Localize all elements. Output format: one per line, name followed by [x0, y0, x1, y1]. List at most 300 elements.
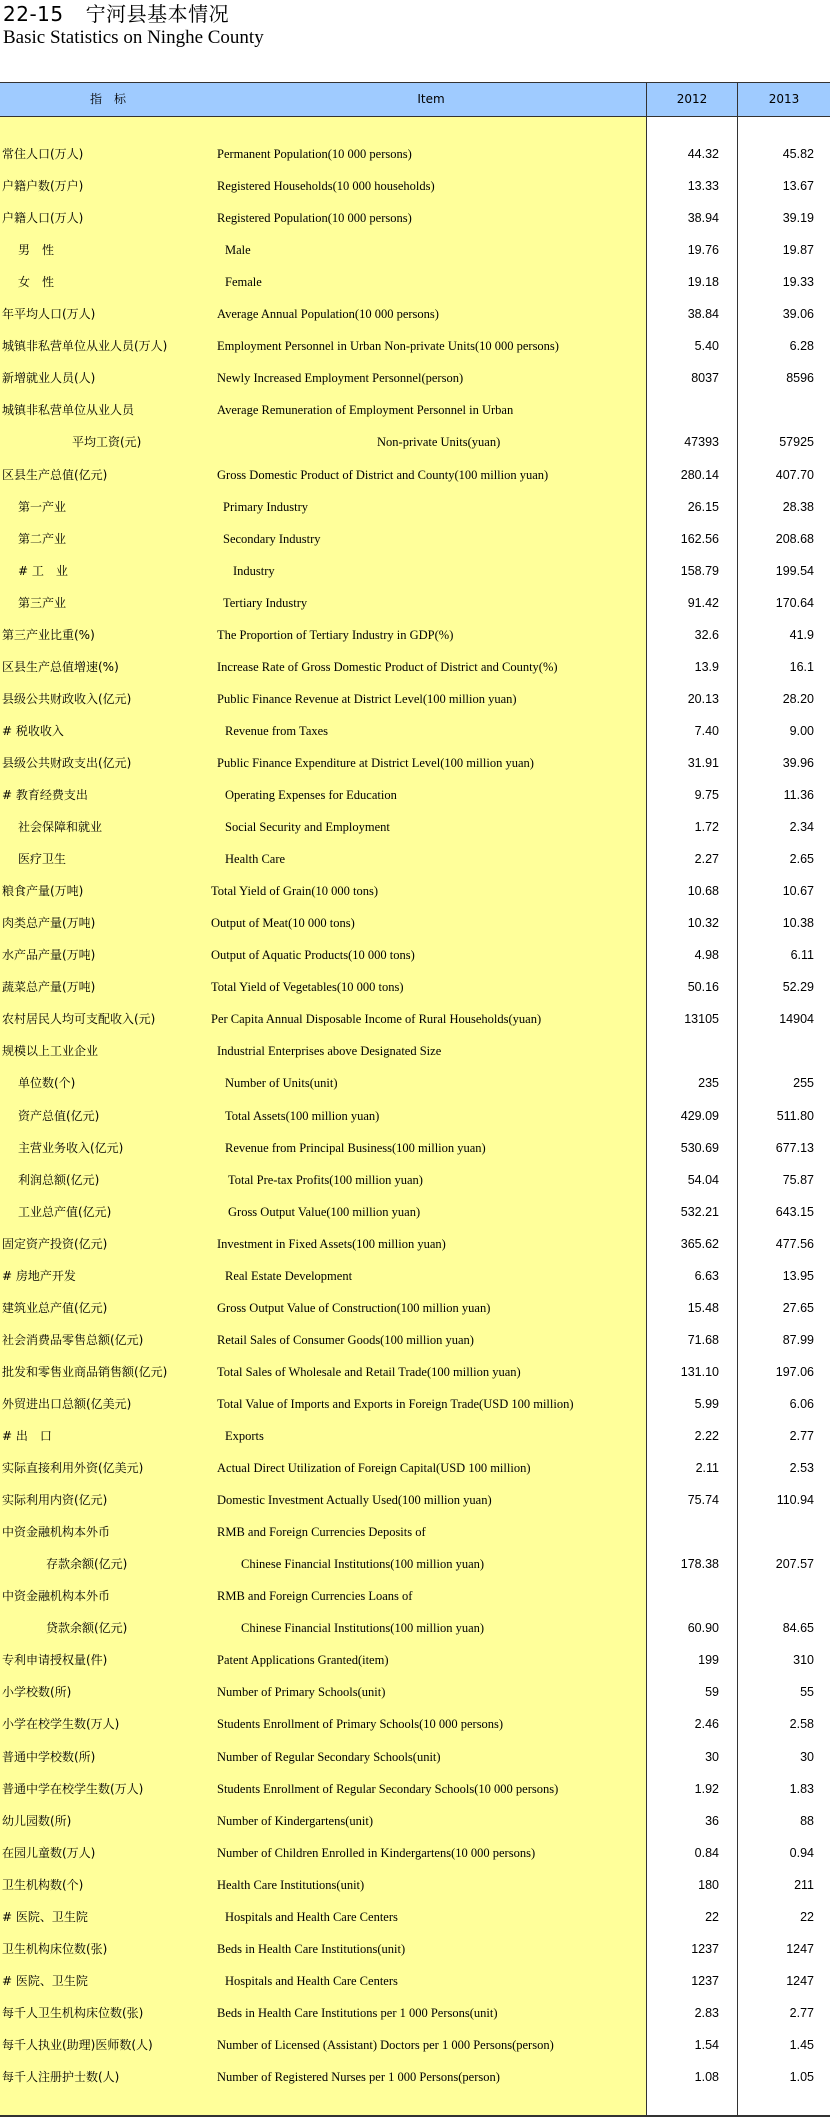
value-2012: 9.75 — [694, 788, 719, 802]
table-row — [0, 939, 830, 971]
row-item-en: Male — [225, 243, 251, 258]
table-row — [0, 1324, 830, 1356]
header-2012: 2012 — [676, 92, 708, 106]
row-indicator-cn: # 医院、卫生院 — [2, 1973, 88, 1988]
value-2013: 1.45 — [789, 2037, 814, 2052]
value-2012: 1.54 — [694, 2037, 719, 2052]
value-2012: 30 — [705, 1749, 719, 1764]
value-2013: 255 — [793, 1076, 814, 1091]
row-indicator-cn: 女 性 — [18, 275, 55, 290]
value-2012: 20.13 — [687, 691, 719, 706]
table-row — [0, 394, 830, 426]
table-row — [0, 1388, 830, 1420]
row-indicator-cn: 外贸进出口总额(亿美元) — [2, 1396, 132, 1411]
row-indicator-cn: 蔬菜总产量(万吨) — [2, 980, 96, 995]
table-row — [0, 1260, 830, 1292]
value-2012: 8037 — [691, 371, 719, 386]
value-2012: 5.40 — [694, 339, 719, 354]
table-row — [0, 1901, 830, 1933]
value-2012: 1.08 — [694, 2070, 719, 2084]
table-row — [0, 1420, 830, 1452]
table-row — [0, 1452, 830, 1484]
row-indicator-cn: 建筑业总产值(亿元) — [2, 1300, 108, 1315]
table-row — [0, 1997, 830, 2029]
row-item-en: Secondary Industry — [223, 531, 321, 546]
value-2012: 13.9 — [694, 659, 719, 674]
value-2012: 13.33 — [687, 179, 719, 194]
row-item-en: Output of Aquatic Products(10 000 tons) — [211, 948, 415, 963]
table-row — [0, 1869, 830, 1901]
table-row — [0, 2061, 830, 2093]
value-2013: 310 — [793, 1653, 814, 1668]
row-item-en: Total Pre-tax Profits(100 million yuan) — [228, 1172, 423, 1187]
header-item: Item — [417, 92, 445, 106]
row-item-en: Revenue from Principal Business(100 million yuan) — [225, 1140, 486, 1155]
value-2013: 27.65 — [782, 1300, 814, 1315]
row-indicator-cn: 社会保障和就业 — [18, 820, 103, 835]
row-item-en: Gross Output Value of Construction(100 million yuan) — [217, 1300, 491, 1315]
row-item-en: Total Assets(100 million yuan) — [225, 1108, 380, 1123]
row-indicator-cn: 普通中学校数(所) — [2, 1749, 96, 1764]
row-indicator-cn: # 教育经费支出 — [2, 788, 88, 802]
row-indicator-cn: # 医院、卫生院 — [2, 1909, 88, 1924]
row-item-en: Output of Meat(10 000 tons) — [211, 916, 355, 931]
table-row — [0, 1196, 830, 1228]
row-item-en: Public Finance Expenditure at District Level(100 million yuan) — [217, 755, 534, 770]
row-indicator-cn: 卫生机构床位数(张) — [2, 1941, 108, 1956]
row-indicator-cn: 小学校数(所) — [2, 1685, 72, 1700]
value-2012: 38.94 — [687, 211, 719, 226]
value-2012: 280.14 — [680, 467, 719, 482]
row-indicator-cn: 小学在校学生数(万人) — [2, 1717, 120, 1732]
table-row — [0, 907, 830, 939]
table-row — [0, 1003, 830, 1035]
value-2013: 39.96 — [782, 755, 814, 770]
value-2012: 54.04 — [687, 1172, 719, 1187]
row-indicator-cn: 中资金融机构本外币 — [2, 1525, 111, 1540]
row-indicator-cn: 资产总值(亿元) — [18, 1108, 100, 1123]
table-caption — [3, 2, 264, 50]
value-2012: 178.38 — [680, 1557, 719, 1572]
value-2013: 13.95 — [782, 1268, 814, 1283]
row-item-en: Hospitals and Health Care Centers — [225, 1973, 398, 1988]
row-indicator-cn: 城镇非私营单位从业人员(万人) — [2, 339, 168, 354]
value-2012: 530.69 — [680, 1140, 719, 1155]
row-indicator-cn: 第三产业比重(%) — [2, 627, 95, 642]
statistics-table — [0, 82, 830, 2117]
value-2013: 52.29 — [782, 980, 814, 995]
value-2012: 44.32 — [687, 147, 719, 161]
value-2013: 170.64 — [775, 595, 814, 610]
row-indicator-cn: # 工 业 — [18, 563, 68, 578]
row-item-en: Total Value of Imports and Exports in Foreign Trade(USD 100 million) — [217, 1396, 574, 1411]
value-2013: 10.67 — [782, 884, 814, 899]
row-item-en: Number of Registered Nurses per 1 000 Persons(person) — [217, 2070, 500, 2084]
table-row — [0, 2029, 830, 2061]
row-indicator-cn: 利润总额(亿元) — [18, 1172, 100, 1187]
table-row — [0, 587, 830, 619]
value-2013: 6.11 — [790, 948, 814, 963]
row-indicator-cn: 常住人口(万人) — [2, 147, 84, 161]
row-item-en: Industry — [233, 563, 275, 578]
table-row — [0, 362, 830, 394]
value-2012: 36 — [705, 1813, 719, 1828]
value-2013: 2.65 — [789, 852, 814, 867]
value-2012: 10.68 — [687, 884, 719, 899]
value-2013: 16.1 — [789, 659, 814, 674]
row-item-en: Average Annual Population(10 000 persons) — [217, 307, 439, 322]
value-2012: 91.42 — [687, 595, 719, 610]
table-row — [0, 619, 830, 651]
row-indicator-cn: 工业总产值(亿元) — [18, 1204, 112, 1219]
value-2012: 1.72 — [694, 820, 719, 835]
value-2012: 158.79 — [680, 563, 719, 578]
table-body — [0, 117, 830, 2115]
row-item-en: Permanent Population(10 000 persons) — [217, 147, 412, 161]
value-2012: 4.98 — [694, 948, 719, 963]
row-indicator-cn: 农村居民人均可支配收入(元) — [2, 1012, 156, 1027]
row-item-en: Patent Applications Granted(item) — [217, 1653, 389, 1668]
row-indicator-cn: 每千人卫生机构床位数(张) — [2, 2005, 144, 2020]
value-2013: 677.13 — [775, 1140, 814, 1155]
row-item-en: Social Security and Employment — [225, 820, 390, 835]
value-2012: 75.74 — [687, 1493, 719, 1508]
row-indicator-cn: 户籍人口(万人) — [2, 211, 84, 226]
row-indicator-cn: 粮食产量(万吨) — [2, 884, 84, 899]
row-indicator-cn: 第一产业 — [18, 499, 67, 514]
value-2013: 84.65 — [782, 1621, 814, 1636]
table-number: 22-15 — [3, 2, 64, 26]
row-item-en: Beds in Health Care Institutions(unit) — [217, 1941, 406, 1956]
table-row — [0, 651, 830, 683]
row-indicator-cn: 平均工资(元) — [72, 435, 142, 450]
value-2013: 88 — [800, 1813, 814, 1828]
table-row — [0, 1644, 830, 1676]
value-2012: 19.18 — [687, 275, 719, 290]
value-2012: 38.84 — [687, 307, 719, 322]
value-2013: 1247 — [786, 1973, 814, 1988]
value-2013: 197.06 — [775, 1364, 814, 1379]
row-indicator-cn: 专利申请授权量(件) — [2, 1653, 108, 1668]
row-item-en: Exports — [225, 1429, 264, 1443]
value-2012: 71.68 — [687, 1332, 719, 1347]
table-row — [0, 1741, 830, 1773]
table-row — [0, 426, 830, 458]
row-item-en: Number of Primary Schools(unit) — [217, 1685, 386, 1700]
value-2012: 22 — [705, 1909, 719, 1924]
row-item-en: Total Yield of Vegetables(10 000 tons) — [211, 980, 404, 995]
row-item-en: Newly Increased Employment Personnel(person) — [217, 371, 464, 386]
row-indicator-cn: 户籍户数(万户) — [2, 179, 84, 194]
value-2013: 45.82 — [782, 147, 814, 161]
row-indicator-cn: 县级公共财政收入(亿元) — [2, 691, 132, 706]
value-2013: 477.56 — [775, 1236, 814, 1251]
row-item-en: RMB and Foreign Currencies Loans of — [217, 1589, 413, 1604]
table-title-en: Basic Statistics on Ninghe County — [3, 27, 264, 48]
row-indicator-cn: 肉类总产量(万吨) — [2, 916, 96, 931]
row-item-en: Total Yield of Grain(10 000 tons) — [211, 884, 379, 899]
row-item-en: The Proportion of Tertiary Industry in GDP(%) — [217, 627, 454, 642]
table-row — [0, 1548, 830, 1580]
row-item-en: Chinese Financial Institutions(100 million yuan) — [241, 1557, 485, 1572]
row-indicator-cn: 每千人注册护士数(人) — [2, 2070, 120, 2084]
table-row — [0, 811, 830, 843]
row-indicator-cn: 存款余额(亿元) — [46, 1557, 128, 1572]
value-2013: 14904 — [779, 1012, 814, 1027]
row-item-en: Tertiary Industry — [223, 595, 308, 610]
row-indicator-cn: 主营业务收入(亿元) — [18, 1140, 124, 1155]
value-2013: 407.70 — [775, 467, 814, 482]
value-2012: 131.10 — [680, 1364, 719, 1379]
table-row — [0, 1356, 830, 1388]
row-item-en: Students Enrollment of Regular Secondary Schools(10 000 persons) — [217, 1781, 559, 1796]
row-item-en: Operating Expenses for Education — [225, 788, 397, 802]
row-item-en: Female — [225, 275, 262, 290]
row-item-en: Employment Personnel in Urban Non-private Units(10 000 persons) — [217, 339, 559, 354]
row-item-en: Number of Regular Secondary Schools(unit) — [217, 1749, 441, 1764]
row-indicator-cn: 幼儿园数(所) — [2, 1813, 72, 1828]
table-row — [0, 138, 830, 170]
column-divider — [737, 83, 738, 116]
row-item-en: Increase Rate of Gross Domestic Product of District and County(%) — [217, 659, 558, 674]
column-divider — [646, 83, 647, 116]
value-2012: 235 — [698, 1076, 719, 1091]
value-2013: 2.53 — [789, 1461, 814, 1476]
table-row — [0, 1067, 830, 1099]
value-2013: 1.83 — [789, 1781, 814, 1796]
table-row — [0, 779, 830, 811]
row-indicator-cn: # 房地产开发 — [2, 1268, 76, 1283]
value-2013: 28.38 — [782, 499, 814, 514]
table-row — [0, 1933, 830, 1965]
row-item-en: Revenue from Taxes — [225, 723, 329, 738]
row-item-en: Domestic Investment Actually Used(100 million yuan) — [217, 1493, 492, 1508]
row-item-en: RMB and Foreign Currencies Deposits of — [217, 1525, 426, 1540]
value-2012: 59 — [705, 1685, 719, 1700]
row-indicator-cn: 每千人执业(助理)医师数(人) — [2, 2037, 153, 2052]
value-2012: 47393 — [684, 435, 719, 450]
header-2013: 2013 — [768, 92, 800, 106]
row-item-en: Investment in Fixed Assets(100 million yuan) — [217, 1236, 446, 1251]
table-row — [0, 747, 830, 779]
table-row — [0, 1676, 830, 1708]
table-row — [0, 523, 830, 555]
row-item-en: Students Enrollment of Primary Schools(10 000 persons) — [217, 1717, 504, 1732]
value-2013: 39.06 — [782, 307, 814, 322]
table-row — [0, 1516, 830, 1548]
row-item-en: Health Care — [225, 852, 286, 867]
row-item-en: Retail Sales of Consumer Goods(100 million yuan) — [217, 1332, 474, 1347]
value-2012: 60.90 — [687, 1621, 719, 1636]
row-indicator-cn: 水产品产量(万吨) — [2, 948, 96, 963]
row-indicator-cn: 单位数(个) — [18, 1076, 76, 1091]
value-2012: 10.32 — [687, 916, 719, 931]
value-2012: 162.56 — [680, 531, 719, 546]
row-indicator-cn: 在园儿童数(万人) — [2, 1845, 96, 1860]
value-2013: 10.38 — [782, 916, 814, 931]
value-2013: 13.67 — [782, 179, 814, 194]
table-row — [0, 491, 830, 523]
row-indicator-cn: 城镇非私营单位从业人员 — [2, 403, 135, 418]
row-item-en: Number of Units(unit) — [225, 1076, 338, 1091]
table-row — [0, 1132, 830, 1164]
row-item-en: Number of Kindergartens(unit) — [217, 1813, 373, 1828]
row-indicator-cn: # 税收收入 — [2, 723, 64, 738]
title-cn — [3, 2, 264, 26]
value-2012: 429.09 — [680, 1108, 719, 1123]
table-row — [0, 202, 830, 234]
value-2013: 211 — [794, 1877, 814, 1892]
row-item-en: Number of Children Enrolled in Kindergartens(10 000 persons) — [217, 1845, 536, 1860]
value-2013: 199.54 — [775, 563, 814, 578]
value-2013: 110.94 — [776, 1493, 814, 1508]
table-row — [0, 266, 830, 298]
value-2013: 55 — [800, 1685, 814, 1700]
value-2012: 1237 — [691, 1941, 719, 1956]
table-row — [0, 971, 830, 1003]
row-indicator-cn: 固定资产投资(亿元) — [2, 1236, 108, 1251]
row-indicator-cn: 区县生产总值增速(%) — [2, 659, 119, 674]
table-row — [0, 1837, 830, 1869]
value-2013: 75.87 — [782, 1172, 814, 1187]
value-2012: 2.27 — [694, 852, 719, 867]
value-2013: 87.99 — [782, 1332, 814, 1347]
value-2012: 19.76 — [687, 243, 719, 258]
value-2013: 2.34 — [789, 820, 814, 835]
value-2012: 31.91 — [687, 755, 719, 770]
value-2012: 0.84 — [694, 1845, 719, 1860]
value-2013: 57925 — [779, 435, 814, 450]
row-item-en: Primary Industry — [223, 499, 309, 514]
row-indicator-cn: # 出 口 — [2, 1429, 52, 1443]
value-2012: 15.48 — [687, 1300, 719, 1315]
row-item-en: Gross Domestic Product of District and County(100 million yuan) — [217, 467, 549, 482]
row-indicator-cn: 实际直接利用外资(亿美元) — [2, 1461, 144, 1476]
value-2013: 9.00 — [789, 723, 814, 738]
table-row — [0, 1484, 830, 1516]
table-title-cn: 宁河县基本情况 — [85, 2, 230, 26]
row-item-en: Gross Output Value(100 million yuan) — [228, 1204, 421, 1219]
value-2012: 7.40 — [694, 723, 719, 738]
row-item-en: Health Care Institutions(unit) — [217, 1877, 365, 1892]
value-2013: 511.80 — [776, 1108, 814, 1123]
value-2012: 32.6 — [694, 627, 719, 642]
row-item-en: Hospitals and Health Care Centers — [225, 1909, 398, 1924]
table-row — [0, 298, 830, 330]
table-row — [0, 1965, 830, 1997]
row-item-en: Actual Direct Utilization of Foreign Capital(USD 100 million) — [217, 1461, 531, 1476]
value-2013: 19.33 — [782, 275, 814, 290]
row-item-en: Industrial Enterprises above Designated Size — [217, 1044, 442, 1059]
value-2012: 26.15 — [687, 499, 719, 514]
table-row — [0, 1164, 830, 1196]
row-indicator-cn: 社会消费品零售总额(亿元) — [2, 1332, 144, 1347]
value-2013: 6.06 — [789, 1396, 814, 1411]
value-2012: 2.46 — [694, 1717, 719, 1732]
value-2012: 13105 — [684, 1012, 719, 1027]
table-row — [0, 683, 830, 715]
value-2013: 2.77 — [789, 2005, 814, 2020]
table-row — [0, 1773, 830, 1805]
row-item-en: Real Estate Development — [225, 1268, 353, 1283]
value-2013: 28.20 — [782, 691, 814, 706]
row-item-en: Total Sales of Wholesale and Retail Trade(100 million yuan) — [217, 1364, 521, 1379]
row-item-en: Per Capita Annual Disposable Income of Rural Households(yuan) — [211, 1012, 542, 1027]
table-row — [0, 1708, 830, 1740]
table-row — [0, 459, 830, 491]
value-2012: 199 — [698, 1653, 719, 1668]
row-indicator-cn: 男 性 — [18, 243, 55, 258]
value-2013: 208.68 — [775, 531, 814, 546]
header-indicator: 指 标 — [89, 92, 126, 106]
row-indicator-cn: 实际利用内资(亿元) — [2, 1493, 108, 1508]
row-indicator-cn: 新增就业人员(人) — [2, 371, 96, 386]
row-indicator-cn: 区县生产总值(亿元) — [2, 467, 108, 482]
value-2013: 0.94 — [789, 1845, 814, 1860]
value-2012: 6.63 — [694, 1268, 719, 1283]
table-row — [0, 1805, 830, 1837]
table-row — [0, 1612, 830, 1644]
table-row — [0, 330, 830, 362]
table-row — [0, 715, 830, 747]
value-2012: 365.62 — [680, 1236, 719, 1251]
value-2012: 2.83 — [694, 2005, 719, 2020]
table-row — [0, 875, 830, 907]
value-2013: 22 — [800, 1909, 814, 1924]
value-2013: 41.9 — [789, 627, 814, 642]
value-2013: 8596 — [786, 371, 814, 386]
table-row — [0, 1100, 830, 1132]
value-2013: 1247 — [786, 1941, 814, 1956]
row-item-en: Chinese Financial Institutions(100 million yuan) — [241, 1621, 485, 1636]
value-2012: 1237 — [691, 1973, 719, 1988]
row-item-en: Registered Households(10 000 households) — [217, 179, 435, 194]
row-item-en: Public Finance Revenue at District Level(100 million yuan) — [217, 691, 517, 706]
value-2012: 532.21 — [680, 1204, 719, 1219]
table-row — [0, 170, 830, 202]
row-indicator-cn: 规模以上工业企业 — [2, 1044, 99, 1059]
value-2012: 50.16 — [687, 980, 719, 995]
row-indicator-cn: 医疗卫生 — [18, 852, 67, 867]
value-2013: 39.19 — [782, 211, 814, 226]
row-item-en: Average Remuneration of Employment Personnel in Urban — [217, 403, 514, 418]
table-row — [0, 1292, 830, 1324]
value-2013: 2.58 — [789, 1717, 814, 1732]
row-item-en: Non-private Units(yuan) — [377, 435, 501, 450]
row-indicator-cn: 第三产业 — [18, 595, 67, 610]
value-2012: 180 — [698, 1877, 719, 1892]
value-2013: 30 — [800, 1749, 814, 1764]
value-2012: 1.92 — [694, 1781, 719, 1796]
table-row — [0, 1580, 830, 1612]
value-2013: 207.57 — [775, 1557, 814, 1572]
value-2013: 1.05 — [789, 2070, 814, 2084]
table-header — [0, 83, 830, 117]
value-2013: 643.15 — [775, 1204, 814, 1219]
row-indicator-cn: 年平均人口(万人) — [2, 307, 96, 322]
row-indicator-cn: 卫生机构数(个) — [2, 1877, 84, 1892]
row-indicator-cn: 普通中学在校学生数(万人) — [2, 1781, 144, 1796]
row-item-en: Registered Population(10 000 persons) — [217, 211, 412, 226]
table-row — [0, 234, 830, 266]
row-item-en: Beds in Health Care Institutions per 1 000 Persons(unit) — [217, 2005, 498, 2020]
row-item-en: Number of Licensed (Assistant) Doctors per 1 000 Persons(person) — [217, 2037, 554, 2052]
value-2013: 6.28 — [789, 339, 814, 354]
table-row — [0, 1035, 830, 1067]
value-2013: 11.36 — [783, 788, 814, 802]
value-2012: 2.11 — [695, 1461, 719, 1476]
row-indicator-cn: 第二产业 — [18, 531, 67, 546]
